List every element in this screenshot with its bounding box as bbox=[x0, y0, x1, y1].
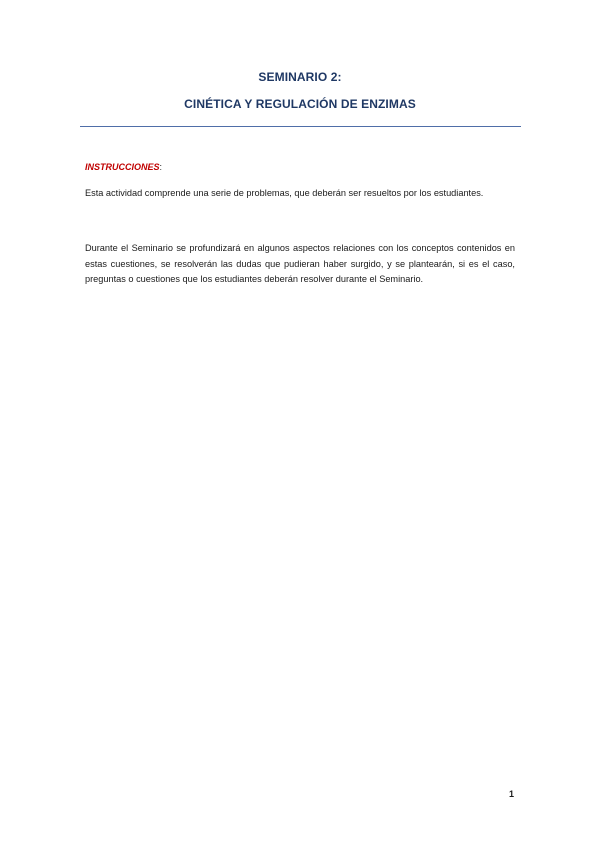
instructions-heading bbox=[85, 162, 162, 172]
paragraph-activity: Esta actividad comprende una serie de problemas, que deberán ser resueltos por los estudiantes. bbox=[85, 188, 484, 198]
document-title-line1: SEMINARIO 2: bbox=[258, 70, 342, 84]
document-title-line2: CINÉTICA Y REGULACIÓN DE ENZIMAS bbox=[184, 97, 416, 111]
page-number: 1 bbox=[509, 789, 515, 799]
title-divider bbox=[80, 126, 521, 127]
paragraph-seminar: Durante el Seminario se profundizará en algunos aspectos relaciones con los conceptos contenidos en estas cuestiones, se resolverán las dudas que pudieran haber surgido, y se plantearán, si es el caso, preguntas o cuestiones que los estudiantes deberán resolver durante el Seminario. bbox=[85, 243, 515, 284]
instructions-label: INSTRUCCIONES bbox=[85, 162, 160, 172]
instructions-colon: : bbox=[159, 162, 163, 172]
